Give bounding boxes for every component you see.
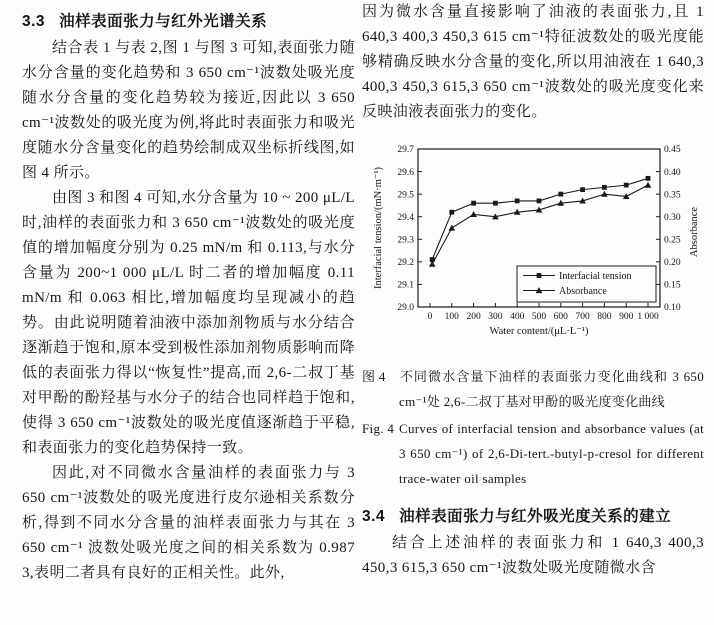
paragraph-continued: 因为微水含量直接影响了油液的表面张力,且 1 640,3 400,3 450,3 615 cm⁻¹特征波数处的吸光度能够精确反映水分含量的变化,所以用油液在 1 640,3 400,3 450,3 615,3 650 cm⁻¹波数处的吸光度变化来反映油液表面张力的变化。 bbox=[362, 4, 704, 120]
section-heading-3-4 bbox=[362, 505, 704, 529]
svg-text:400: 400 bbox=[510, 312, 525, 322]
figure4-caption-en-text: Curves of interfacial tension and absorbance values (at 3 650 cm⁻¹) of 2,6-Di-tert.-butyl-p-cresol for different trace-water oil samples bbox=[399, 421, 704, 486]
svg-text:900: 900 bbox=[619, 312, 634, 322]
svg-text:Interfacial tension/(mN·m⁻¹): Interfacial tension/(mN·m⁻¹) bbox=[373, 166, 384, 290]
svg-text:300: 300 bbox=[488, 312, 503, 322]
svg-text:29.5: 29.5 bbox=[397, 190, 414, 201]
svg-text:29.3: 29.3 bbox=[397, 235, 414, 246]
svg-text:29.4: 29.4 bbox=[397, 212, 414, 223]
figure4-chart-area bbox=[368, 139, 704, 356]
left-column bbox=[22, 0, 355, 586]
paragraph-4: 结合上述油样的表面张力和 1 640,3 400,3 450,3 615,3 650 cm⁻¹波数处吸光度随微水含 bbox=[362, 535, 704, 576]
svg-text:0.15: 0.15 bbox=[664, 280, 681, 291]
figure4-dual-axis-line-chart bbox=[368, 139, 704, 351]
svg-text:29.2: 29.2 bbox=[397, 258, 414, 269]
svg-text:0.10: 0.10 bbox=[664, 303, 681, 314]
section-title: 油样表面张力与红外光谱关系 bbox=[59, 13, 268, 30]
svg-text:800: 800 bbox=[597, 312, 612, 322]
svg-text:Interfacial tension: Interfacial tension bbox=[559, 271, 632, 282]
svg-text:600: 600 bbox=[553, 312, 568, 322]
figure4-caption-zh-text: 不同微水含量下油样的表面张力变化曲线和 3 650 cm⁻¹处 2,6-二叔丁基对甲酚的吸光度变化曲线 bbox=[399, 369, 704, 409]
svg-text:1 000: 1 000 bbox=[637, 312, 659, 322]
svg-text:0.20: 0.20 bbox=[664, 258, 681, 269]
svg-text:0.45: 0.45 bbox=[664, 145, 681, 156]
section-number: 3.4 bbox=[362, 508, 386, 525]
svg-text:700: 700 bbox=[575, 312, 590, 322]
svg-text:200: 200 bbox=[466, 312, 481, 322]
section-title: 油样表面张力与红外吸光度关系的建立 bbox=[399, 508, 672, 525]
svg-text:29.6: 29.6 bbox=[397, 167, 414, 178]
svg-text:29.1: 29.1 bbox=[397, 280, 414, 291]
svg-text:29.0: 29.0 bbox=[397, 303, 414, 314]
svg-text:0.30: 0.30 bbox=[664, 212, 681, 223]
figure4-caption-zh bbox=[362, 364, 704, 414]
svg-text:29.7: 29.7 bbox=[397, 145, 414, 156]
section-heading-3-3 bbox=[22, 10, 355, 34]
figure4-caption-zh-label: 图 4 bbox=[362, 369, 386, 384]
svg-text:0.35: 0.35 bbox=[664, 190, 681, 201]
svg-text:0: 0 bbox=[427, 312, 433, 322]
paragraph-3: 因此,对不同微水含量油样的表面张力与 3 650 cm⁻¹波数处的吸光度进行皮尔逊相关系数分析,得到不同水分含量的油样表面张力与其在 3 650 cm⁻¹ 波数处吸光度之间的相关系数为 0.987 3,表明二者具有良好的正相关性。此外, bbox=[22, 465, 355, 581]
svg-text:500: 500 bbox=[531, 312, 547, 322]
figure4-caption-en bbox=[362, 416, 704, 491]
figure-4 bbox=[362, 139, 704, 491]
svg-text:Water content/(μL·L⁻¹): Water content/(μL·L⁻¹) bbox=[489, 326, 589, 337]
figure4-caption-en-label: Fig. 4 bbox=[362, 421, 395, 436]
paragraph-1: 结合表 1 与表 2,图 1 与图 3 可知,表面张力随水分含量的变化趋势和 3 650 cm⁻¹波数处吸光度随水分含量的变化趋势较为接近,因此以 3 650 cm⁻¹波数处的吸光度为例,将此时表面张力和吸光度随水分含量变化的趋势绘制成双坐标折线图,如图 4 所示。 bbox=[22, 40, 355, 181]
paragraph-2: 由图 3 和图 4 可知,水分含量为 10 ~ 200 μL/L 时,油样的表面张力和 3 650 cm⁻¹波数处的吸光度值的增加幅度分别为 0.25 mN/m 和 0.113,与水分含量为 200~1 000 μL/L 时二者的增加幅度 0.11 mN/m 和 0.063 相比,增加幅度均呈现减小的趋势。由此说明随着油液中添加剂物质与水分结合逐渐趋于饱和,原本受到极性添加剂物质影响而降低的表面张力得以“恢复性”提高,而 2,6-二叔丁基对甲酚的酚羟基与水分子的结合也同样趋于饱和,使得 3 650 cm⁻¹波数处的吸光度值逐渐趋于平稳,和表面张力的变化趋势保持一致。 bbox=[22, 190, 355, 456]
right-column bbox=[362, 0, 704, 581]
svg-text:Absorbance: Absorbance bbox=[559, 286, 607, 297]
section-number: 3.3 bbox=[22, 13, 46, 30]
svg-text:100: 100 bbox=[444, 312, 459, 322]
svg-text:0.25: 0.25 bbox=[664, 235, 681, 246]
svg-text:0.40: 0.40 bbox=[664, 167, 681, 178]
svg-text:Absorbance: Absorbance bbox=[689, 206, 700, 258]
